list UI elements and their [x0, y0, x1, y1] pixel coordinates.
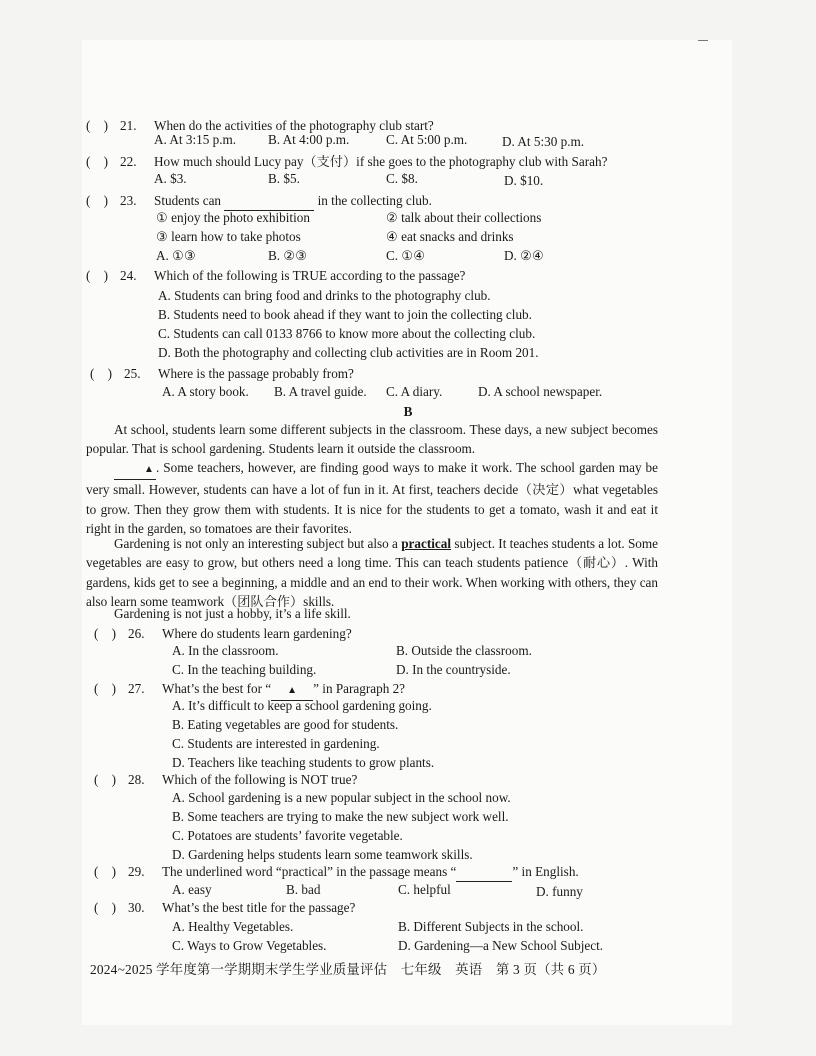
question-24: ( ) 24. Which of the following is TRUE according to the passage?: [86, 266, 465, 285]
option-b: B. Some teachers are trying to make the new subject work well.: [172, 809, 509, 824]
option-c: C. At 5:00 p.m.: [386, 132, 468, 147]
question-27: ( ) 27. What’s the best for “ ▲ ” in Paragraph 2?: [94, 679, 405, 701]
page-footer: 2024~2025 学年度第一学期期末学生学业质量评估 七年级 英语 第 3 页（共 6 页）: [90, 962, 606, 977]
option-a: A. It’s difficult to keep a school gardening going.: [172, 698, 432, 713]
section-b-heading: B: [403, 404, 413, 419]
option-d: D. Teachers like teaching students to grow plants.: [172, 755, 435, 770]
option-d: D. A school newspaper.: [478, 384, 603, 399]
question-26: ( ) 26. Where do students learn gardening?: [94, 624, 352, 643]
option-d: D. Both the photography and collecting club activities are in Room 201.: [158, 345, 539, 360]
answer-bracket[interactable]: ( ): [94, 900, 116, 915]
answer-bracket[interactable]: ( ): [86, 118, 108, 133]
answer-blank: [456, 862, 512, 882]
option-c: C. Students can call 0133 8766 to know more about the collecting club.: [158, 326, 536, 341]
option-a: A. Students can bring food and drinks to the photography club.: [158, 288, 491, 303]
question-stem: Which of the following is TRUE according to the passage?: [154, 268, 466, 283]
choice-1: ① enjoy the photo exhibition: [156, 210, 310, 225]
option-c: C. ①④: [386, 248, 426, 263]
answer-bracket[interactable]: ( ): [94, 864, 116, 879]
option-b: B. Different Subjects in the school.: [398, 919, 584, 934]
option-b: B. $5.: [268, 171, 300, 186]
blank-triangle: ▲: [114, 460, 156, 480]
option-b: B. A travel guide.: [274, 384, 367, 399]
option-a: A. A story book.: [162, 384, 249, 399]
underlined-word: practical: [401, 536, 452, 551]
option-c: C. In the teaching building.: [172, 662, 317, 677]
option-b: B. ②③: [268, 248, 308, 263]
question-stem: When do the activities of the photography club start?: [154, 118, 434, 133]
choice-4: ④ eat snacks and drinks: [386, 229, 514, 244]
question-stem: What’s the best title for the passage?: [162, 900, 356, 915]
option-d: D. Gardening—a New School Subject.: [398, 938, 604, 953]
passage-paragraph-1: At school, students learn some different subjects in the classroom. These days, a new subject becomes popular. That is school gardening. Students learn it outside the classroom.: [86, 422, 658, 457]
option-b: B. Eating vegetables are good for students.: [172, 717, 399, 732]
option-c: C. helpful: [398, 882, 451, 897]
option-d: D. funny: [536, 884, 583, 899]
option-c: C. Potatoes are students’ favorite vegetable.: [172, 828, 403, 843]
question-25: ( ) 25. Where is the passage probably from?: [90, 364, 354, 383]
answer-bracket[interactable]: ( ): [86, 193, 108, 208]
answer-bracket[interactable]: ( ): [94, 772, 116, 787]
option-a: A. At 3:15 p.m.: [154, 132, 237, 147]
option-d: D. At 5:30 p.m.: [502, 134, 585, 149]
question-stem: Where is the passage probably from?: [158, 366, 354, 381]
option-a: A. easy: [172, 882, 212, 897]
option-c: C. $8.: [386, 171, 418, 186]
passage-paragraph-4: Gardening is not just a hobby, it’s a life skill.: [114, 606, 351, 621]
choice-2: ② talk about their collections: [386, 210, 542, 225]
option-c: C. Ways to Grow Vegetables.: [172, 938, 327, 953]
answer-bracket[interactable]: ( ): [86, 154, 108, 169]
option-d: D. ②④: [504, 248, 544, 263]
answer-bracket[interactable]: ( ): [94, 626, 116, 641]
question-23: ( ) 23. Students can in the collecting club.: [86, 191, 432, 211]
option-a: A. School gardening is a new popular subject in the school now.: [172, 790, 511, 805]
choice-3: ③ learn how to take photos: [156, 229, 301, 244]
question-22: ( ) 22. How much should Lucy pay（支付）if she goes to the photography club with Sarah?: [86, 152, 607, 171]
question-stem: Which of the following is NOT true?: [162, 772, 358, 787]
question-21: ( ) 21. When do the activities of the photography club start?: [86, 116, 434, 135]
option-c: C. A diary.: [386, 384, 443, 399]
option-d: D. $10.: [504, 173, 544, 188]
answer-bracket[interactable]: ( ): [90, 366, 112, 381]
question-29: ( ) 29. The underlined word “practical” in the passage means “ ” in English.: [94, 862, 579, 882]
question-30: ( ) 30. What’s the best title for the passage?: [94, 898, 355, 917]
option-a: A. Healthy Vegetables.: [172, 919, 294, 934]
option-d: D. In the countryside.: [396, 662, 511, 677]
question-stem: Where do students learn gardening?: [162, 626, 352, 641]
blank-triangle: ▲: [271, 681, 313, 701]
question-28: ( ) 28. Which of the following is NOT true?: [94, 770, 357, 789]
option-b: B. bad: [286, 882, 321, 897]
passage-paragraph-2: ▲ . Some teachers, however, are finding good ways to make it work. The school garden may be very small. However, students can have a lot of fun in it. At first, teachers decide（决定）what vegetables to grow. Then they grow them with students. It is nice for the students to get a tomato, wash it and eat it right in the garden, so tomatoes are their favorites.: [86, 460, 658, 537]
answer-bracket[interactable]: ( ): [86, 268, 108, 283]
answer-bracket[interactable]: ( ): [94, 681, 116, 696]
option-b: B. Outside the classroom.: [396, 643, 532, 658]
option-a: A. ①③: [156, 248, 196, 263]
option-d: D. Gardening helps students learn some teamwork skills.: [172, 847, 473, 862]
option-a: A. In the classroom.: [172, 643, 279, 658]
option-b: B. Students need to book ahead if they want to join the collecting club.: [158, 307, 532, 322]
option-b: B. At 4:00 p.m.: [268, 132, 350, 147]
passage-paragraph-3: Gardening is not only an interesting subject but also a practical subject. It teaches students a lot. Some vegetables are easy to grow, but others need a long time. This can teach students patience（耐心）. With gardens, kids get to see a beginning, a middle and an end to their work. When working with others, they can also learn some teamwork（团队合作）skills.: [86, 536, 659, 610]
option-a: A. $3.: [154, 171, 187, 186]
question-stem: How much should Lucy pay（支付）if she goes to the photography club with Sarah?: [154, 154, 608, 169]
option-c: C. Students are interested in gardening.: [172, 736, 380, 751]
